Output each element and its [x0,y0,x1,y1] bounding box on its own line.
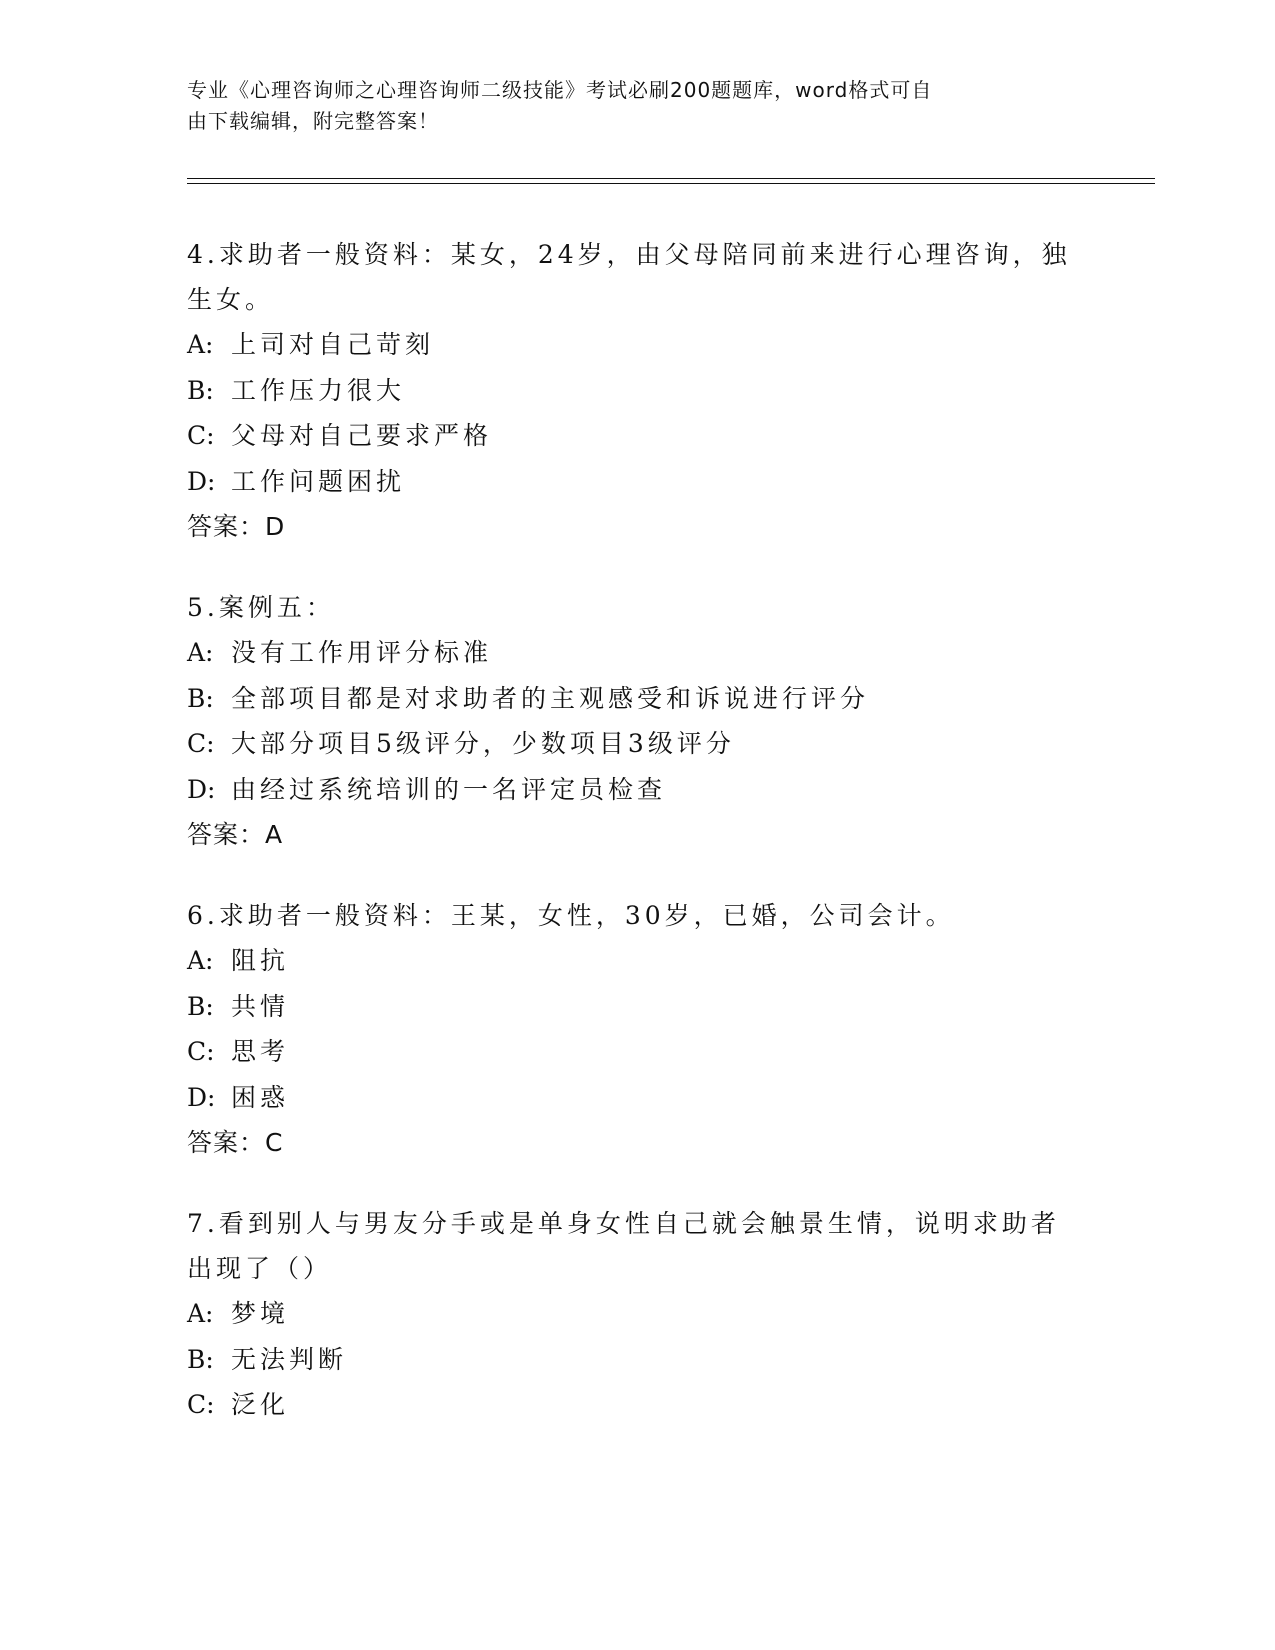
answer-line: 答案：D [187,512,286,541]
option-a [187,938,1087,984]
header-line-2: 由下载编辑，附完整答案！ [187,109,439,133]
option-text: 父母对自己要求严格 [231,421,493,450]
answer-line: 答案：A [187,820,284,849]
option-key: D: [187,466,216,496]
option-key: A: [187,1299,214,1328]
option-text: 泛化 [231,1390,290,1419]
option-c [187,413,1087,459]
option-b [187,368,1087,414]
question-6 [187,893,1087,1165]
header-divider-top [187,178,1155,179]
option-b [187,676,1087,722]
option-text: 全部项目都是对求助者的主观感受和诉说进行评分 [231,683,870,713]
option-key: B: [187,991,214,1021]
question-5 [187,585,1087,857]
option-key: C: [187,421,215,450]
option-text: 梦境 [231,1299,290,1328]
question-stem-line: 出现了（） [187,1254,333,1283]
option-key: C: [187,729,215,758]
option-c [187,1382,1087,1428]
option-key: D: [187,774,216,804]
option-key: B: [187,683,214,713]
option-d [187,1075,1087,1121]
option-text: 困惑 [231,1082,290,1112]
option-text: 工作问题困扰 [231,466,406,496]
option-b [187,1337,1087,1383]
option-key: A: [187,330,214,359]
option-c [187,1029,1087,1075]
option-text: 上司对自己苛刻 [231,330,435,359]
question-list [187,232,1087,1464]
option-text: 思考 [231,1037,290,1066]
option-d [187,767,1087,813]
option-text: 工作压力很大 [231,375,406,405]
option-text: 没有工作用评分标准 [231,638,493,667]
question-stem-line: 7.看到别人与男友分手或是单身女性自己就会触景生情，说明求助者 [187,1209,1060,1238]
question-stem-line: 5.案例五： [187,593,335,622]
option-key: A: [187,946,214,975]
option-key: B: [187,1344,214,1374]
option-d [187,459,1087,505]
option-a [187,630,1087,676]
document-header [187,75,1067,137]
option-text: 阻抗 [231,946,290,975]
option-text: 大部分项目5级评分，少数项目3级评分 [231,729,735,758]
answer-line: 答案：C [187,1128,284,1157]
question-stem-line: 生女。 [187,285,275,314]
option-text: 由经过系统培训的一名评定员检查 [231,774,667,804]
option-text: 共情 [231,991,290,1021]
option-key: C: [187,1390,215,1419]
option-key: D: [187,1082,216,1112]
option-text: 无法判断 [231,1344,348,1374]
question-stem-line: 6.求助者一般资料：王某，女性，30岁，已婚，公司会计。 [187,901,955,930]
header-line-1: 专业《心理咨询师之心理咨询师二级技能》考试必刷200题题库，word格式可自 [187,78,933,102]
option-c [187,721,1087,767]
option-key: B: [187,375,214,405]
option-a [187,1291,1087,1337]
question-7 [187,1201,1087,1428]
option-key: C: [187,1037,215,1066]
question-stem-line: 4.求助者一般资料：某女，24岁，由父母陪同前来进行心理咨询，独 [187,240,1071,269]
header-divider-bottom [187,183,1155,184]
option-b [187,984,1087,1030]
question-4 [187,232,1087,549]
option-a [187,322,1087,368]
option-key: A: [187,638,214,667]
